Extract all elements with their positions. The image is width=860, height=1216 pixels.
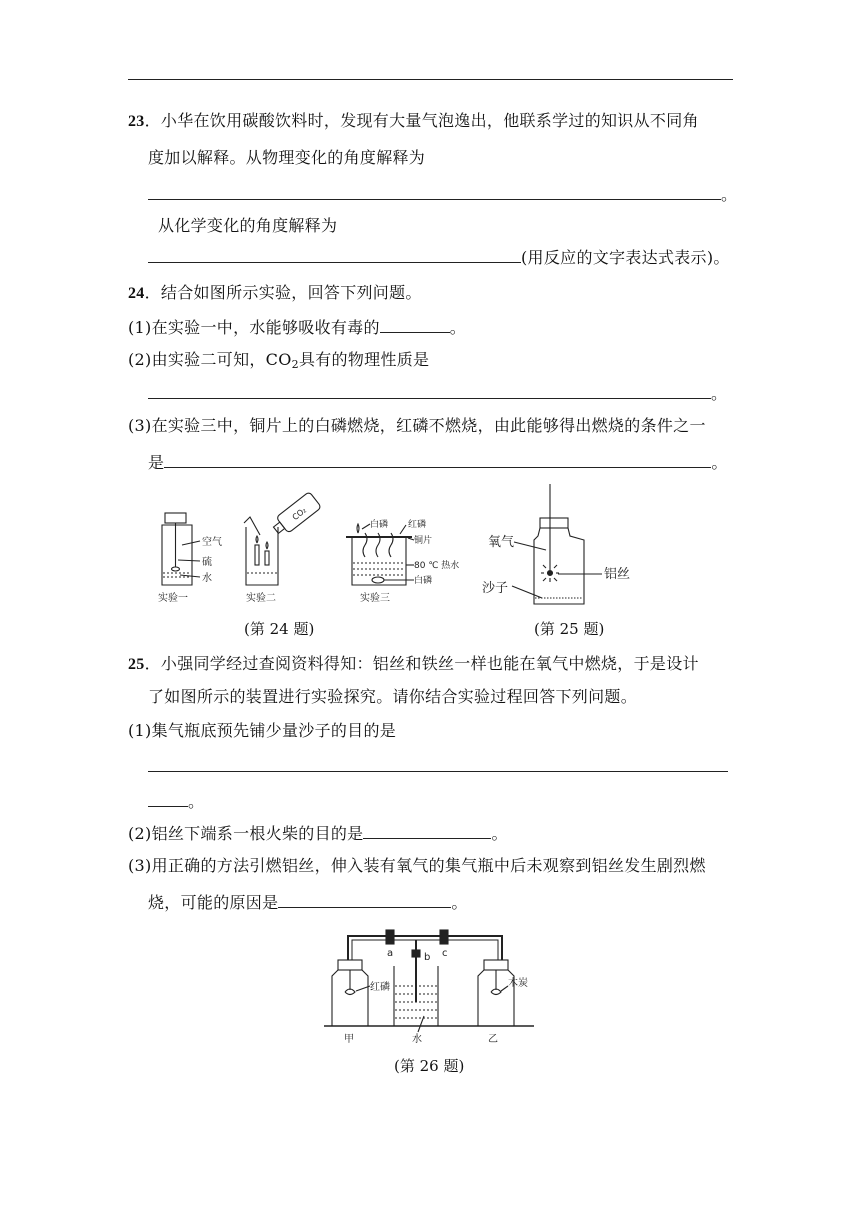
q25-number: 25 (128, 656, 145, 673)
answer-blank[interactable] (363, 822, 491, 839)
exp1-sulfur-label: 硫 (202, 557, 212, 568)
q25-line-1: 25．小强同学经过查阅资料得知：铝丝和铁丝一样也能在氧气中燃烧，于是设计 (128, 654, 699, 673)
bottle-jia-label: 甲 (344, 1034, 354, 1045)
q25-part-1-blank (148, 755, 728, 777)
exp3-red-p-label: 红磷 (408, 520, 427, 530)
clamp-a (386, 930, 394, 944)
exp1-title: 实验一 (158, 593, 188, 604)
answer-blank[interactable] (148, 183, 721, 200)
q24-intro: 24．结合如图所示实验，回答下列问题。 (128, 283, 422, 302)
q24-part-1: (1)在实验一中，水能够吸收有毒的 。 (128, 318, 467, 337)
figure-26-caption: (第 26 题) (394, 1057, 465, 1075)
q24-number: 24 (128, 285, 145, 302)
gas-collecting-bottle (534, 528, 584, 604)
q25-part-3-cont: 烧，可能的原因是 。 (148, 893, 468, 912)
figure-24-caption: (第 24 题) (244, 620, 315, 638)
water-label: 水 (412, 1034, 422, 1045)
q23-line-3: 。 (148, 183, 737, 205)
charcoal-label: 木炭 (508, 978, 528, 989)
q24-part-2-blank: 。 (148, 382, 727, 404)
figure-24 (150, 485, 470, 610)
exp2-co2-label: CO₂ (290, 505, 309, 523)
exp1-air-label: 空气 (202, 537, 222, 548)
q23-line-2: 度加以解释。从物理变化的角度解释为 (148, 148, 426, 167)
aluminum-wire-label: 铝丝 (604, 567, 631, 582)
q25-part-2: (2)铝丝下端系一根火柴的目的是 。 (128, 824, 508, 843)
stopper-left (338, 960, 362, 970)
exp1-water-label: 水 (202, 573, 212, 584)
clamp-b (412, 950, 420, 957)
exp3-title: 实验三 (360, 593, 390, 604)
q24-part-2: (2)由实验二可知，$CO_2$具有的物理性质是 (128, 350, 430, 371)
answer-blank[interactable] (164, 451, 711, 468)
exp3-copper-label: 铜片 (414, 536, 433, 546)
experiment-2-apparatus (244, 492, 321, 585)
q23-line-1: 23．小华在饮用碳酸饮料时，发现有大量气泡逸出，他联系学过的知识从不同角 (128, 111, 699, 130)
match-head (548, 571, 553, 576)
answer-blank[interactable] (380, 316, 450, 333)
q24-part-3-cont: 是 。 (148, 453, 728, 472)
figure-25-caption: (第 25 题) (534, 620, 605, 638)
bottle-mouth (540, 518, 568, 528)
clamp-c (440, 930, 448, 944)
sand-label: 沙子 (482, 581, 509, 596)
q25-line-2: 了如图所示的装置进行实验探究。请你结合实验过程回答下列问题。 (148, 687, 638, 706)
exp3-white-p-bottom-label: 白磷 (414, 576, 433, 586)
exp3-white-p-label: 白磷 (370, 520, 389, 530)
header-rule (128, 79, 733, 80)
q25-part-3: (3)用正确的方法引燃铝丝，伸入装有氧气的集气瓶中后未观察到铝丝发生剧烈燃 (128, 856, 706, 875)
q24-part-3: (3)在实验三中，铜片上的白磷燃烧，红磷不燃烧，由此能够得出燃烧的条件之一 (128, 416, 706, 435)
q23-number: 23 (128, 113, 145, 130)
clamp-b-label: b (424, 952, 431, 963)
figure-26 (320, 920, 540, 1050)
oxygen-label: 氧气 (488, 535, 515, 550)
answer-blank[interactable] (148, 246, 521, 263)
answer-blank[interactable] (148, 382, 711, 399)
clamp-a-label: a (387, 948, 394, 959)
q25-part-1-blank-cont: 。 (148, 790, 204, 812)
answer-blank[interactable] (148, 790, 188, 807)
experiment-3-beaker (346, 524, 414, 585)
exp2-title: 实验二 (246, 593, 276, 604)
figure-25 (480, 480, 640, 610)
answer-blank[interactable] (148, 755, 728, 772)
bottle-yi-label: 乙 (488, 1034, 498, 1045)
experiment-1-bottle (162, 513, 200, 585)
q23-line-5: (用反应的文字表达式表示)。 (148, 246, 730, 268)
q25-part-1: (1)集气瓶底预先铺少量沙子的目的是 (128, 721, 397, 740)
exp3-hot-water-label: 80 ℃ 热水 (414, 561, 460, 571)
stopper-right (484, 960, 508, 970)
q23-line-4: 从化学变化的角度解释为 (158, 216, 338, 235)
answer-blank[interactable] (278, 891, 451, 908)
clamp-c-label: c (442, 948, 448, 959)
red-phosphorus-label: 红磷 (370, 982, 390, 993)
